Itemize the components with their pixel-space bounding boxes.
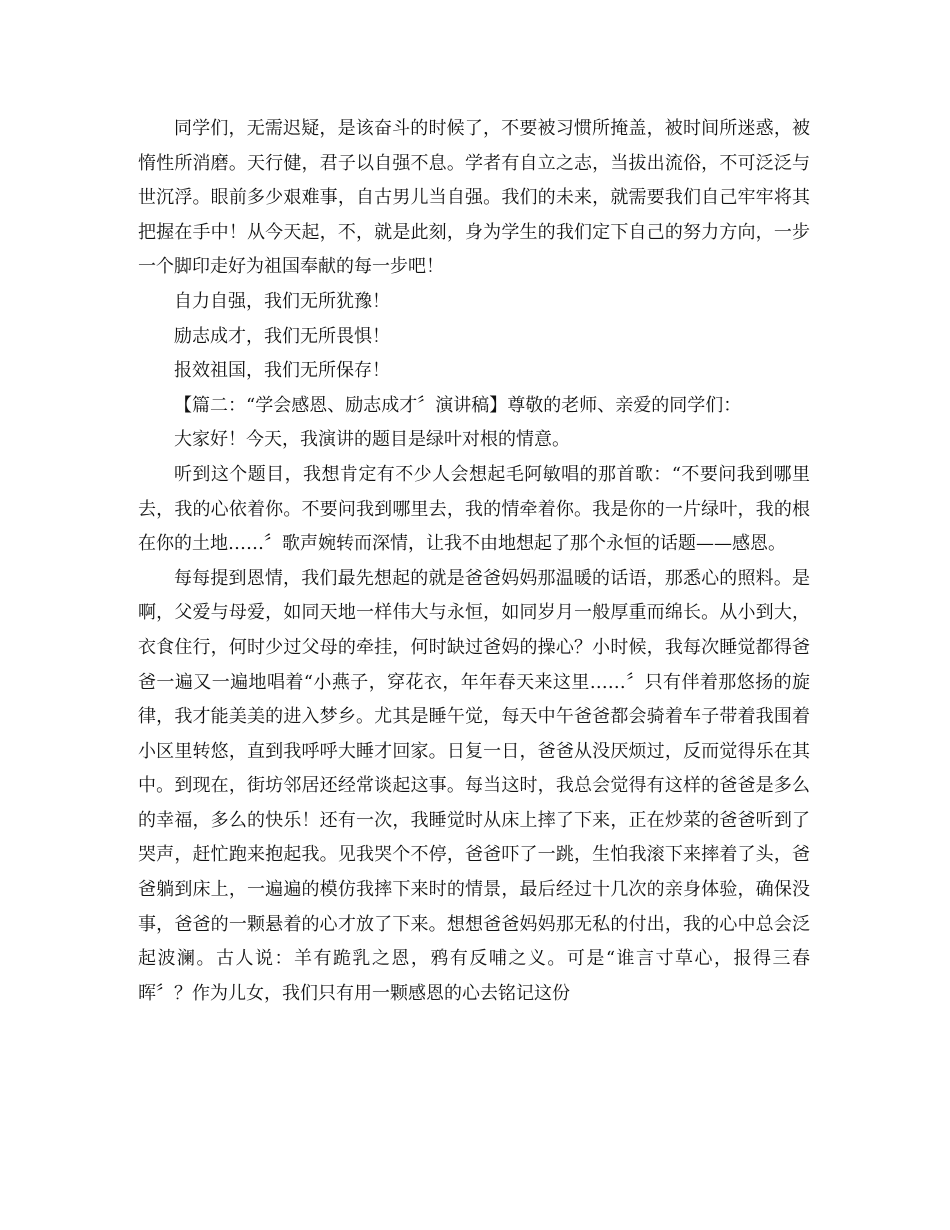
greeting-paragraph: 大家好！今天，我演讲的题目是绿叶对根的情意。 [174,429,570,451]
paragraph-struggle: 同学们，无需迟疑，是该奋斗的时候了，不要被习惯所掩盖，被时间所迷惑，被惰性所消磨。天行健，君子以自强不息。学者有自立之志，当拔出流俗，不可泛泛与世沉浮。眼前多少艰难事，自古男儿当自强。我们的未来，就需要我们自己牢牢将其把握在手中！从今天起，不，就是此刻，身为学生的我们定下自己的努力方向，一步一个脚印走好为祖国奉献的每一步吧！ [138,118,810,278]
section-heading-part-two: 【篇二：“学会感恩、励志成才〞演讲稿】尊敬的老师、亲爱的同学们： [174,394,742,416]
slogan-aspiration: 励志成才，我们无所畏惧！ [174,325,390,347]
slogan-serve-country: 报效祖国，我们无所保存！ [174,360,390,382]
slogan-self-reliance: 自力自强，我们无所犹豫！ [174,290,390,312]
document-page [138,112,810,1011]
paragraph-song: 听到这个题目，我想肯定有不少人会想起毛阿敏唱的那首歌：“不要问我到哪里去，我的心依着你。不要问我到哪里去，我的情牵着你。我是你的一片绿叶，我的根在你的土地……〞歌声婉转而深情，让我不由地想起了那个永恒的话题——感恩。 [138,463,810,555]
paragraph-parents: 每每提到恩情，我们最先想起的就是爸爸妈妈那温暖的话语，那悉心的照料。是啊，父爱与母爱，如同天地一样伟大与永恒，如同岁月一般厚重而绵长。从小到大，衣食住行，何时少过父母的牵挂，何时缺过爸妈的操心？小时候，我每次睡觉都得爸爸一遍又一遍地唱着“小燕子，穿花衣，年年春天来这里……〞只有伴着那悠扬的旋律，我才能美美的进入梦乡。尤其是睡午觉，每天中午爸爸都会骑着车子带着我围着小区里转悠，直到我呼呼大睡才回家。日复一日，爸爸从没厌烦过，反而觉得乐在其中。到现在，街坊邻居还经常谈起这事。每当这时，我总会觉得有这样的爸爸是多么的幸福，多么的快乐！还有一次，我睡觉时从床上摔了下来，正在炒菜的爸爸听到了哭声，赶忙跑来抱起我。见我哭个不停，爸爸吓了一跳，生怕我滚下来摔着了头，爸爸躺到床上，一遍遍的模仿我摔下来时的情景，最后经过十几次的亲身体验，确保没事，爸爸的一颗悬着的心才放了下来。想想爸爸妈妈那无私的付出，我的心中总会泛起波澜。古人说：羊有跪乳之恩，鸦有反哺之义。可是“谁言寸草心，报得三春晖〞？作为儿女，我们只有用一颗感恩的心去铭记这份 [138,567,810,1004]
